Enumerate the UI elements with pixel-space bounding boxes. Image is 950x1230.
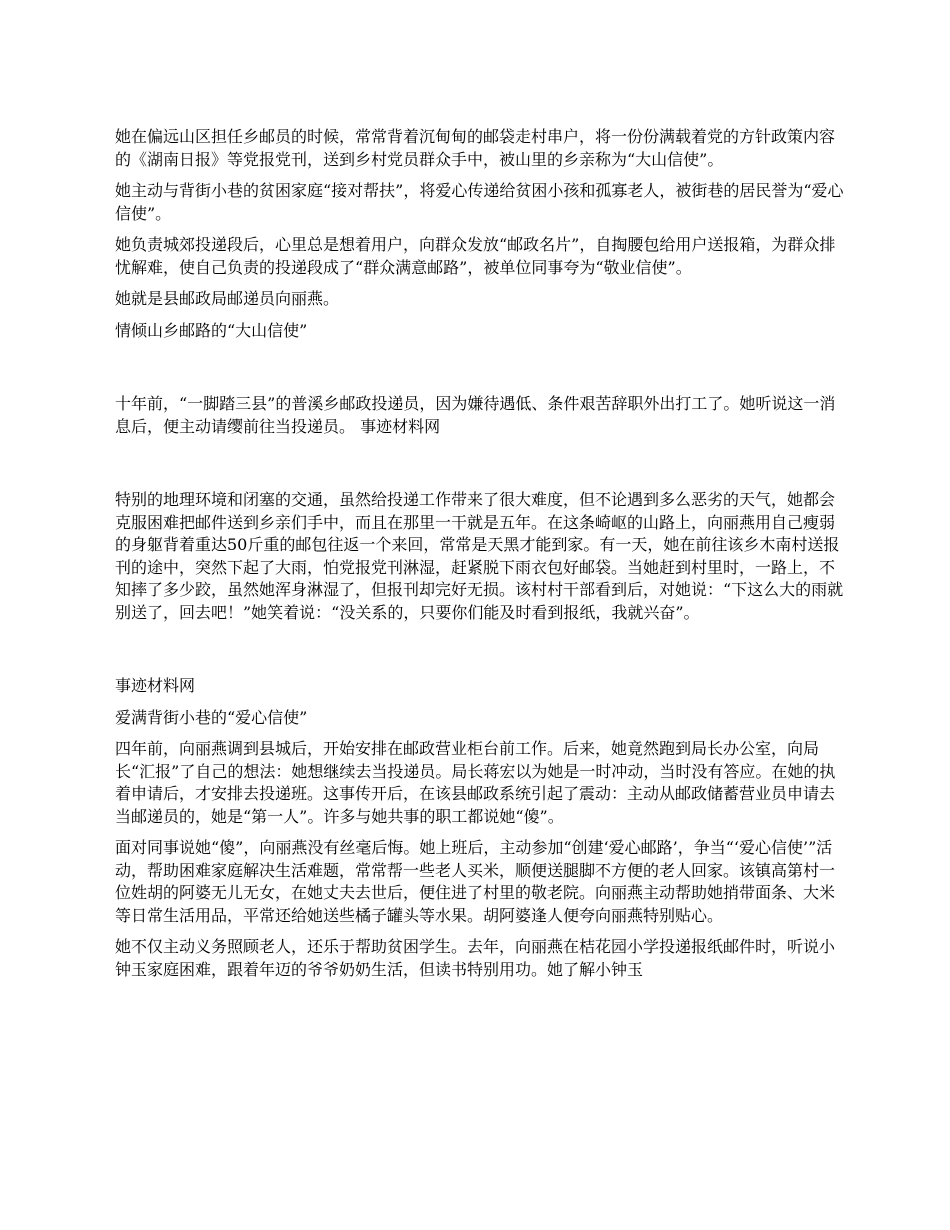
paragraph-intro-mountain: 她在偏远山区担任乡邮员的时候，常常背着沉甸甸的邮袋走村串户，将一份份满载着党的方针政策内容的《湖南日报》等党报党刊，送到乡村党员群众手中，被山里的乡亲称为“大山信使”。 (115, 127, 836, 169)
section-heading-mountain-messenger: 情倾山乡邮路的“大山信使” (115, 320, 308, 340)
paragraph-intro-love: 她主动与背街小巷的贫困家庭“接对帮扶”，将爱心传递给贫困小孩和孤寡老人，被街巷的居民誉为“爱心信使”。 (115, 181, 844, 223)
paragraph-mountain-road: 特别的地理环境和闭塞的交通，虽然给投递工作带来了很大难度，但不论遇到多么恶劣的天气，她都会克服困难把邮件送到乡亲们手中，而且在那里一干就是五年。在这条崎岖的山路上，向丽燕用自己瘦弱的身躯背着重达50斤重的邮包往返一个来回，常常是天黑才能到家。有一天，她在前往该乡木南村送报刊的途中，突然下起了大雨，怕党报党刊淋湿，赶紧脱下雨衣包好邮袋。当她赶到村里时，一路上，不知摔了多少跤，虽然她浑身淋湿了，但报刊却完好无损。该村村干部看到后，对她说：“下这么大的雨就别送了，回去吧！”她笑着说：“没关系的，只要你们能及时看到报纸，我就兴奋”。 (115, 490, 844, 622)
paragraph-ten-years-ago: 十年前，“一脚踏三县”的普溪乡邮政投递员，因为嫌待遇低、条件艰苦辞职外出打工了。她听说这一消息后，便主动请缨前往当投递员。 事迹材料网 (115, 394, 836, 436)
source-label: 事迹材料网 (115, 676, 196, 695)
blank-spacer (115, 351, 845, 393)
document-body (115, 126, 845, 990)
paragraph-helping-elderly: 面对同事说她“傻”，向丽燕没有丝毫后悔。她上班后，主动参加“创建‘爱心邮路’，争当“‘爱心信使’”活动，帮助困难家庭解决生活难题，常常帮一些老人买米，顺便送腿脚不方便的老人回家。该镇高第村一位姓胡的阿婆无儿无女，在她丈夫去世后，便住进了村里的敬老院。向丽燕主动帮助她捎带面条、大米等日常生活用品，平常还给她送些橘子罐头等水果。胡阿婆逢人便夸向丽燕特别贴心。 (115, 838, 836, 925)
paragraph-identity: 她就是县邮政局邮递员向丽燕。 (115, 289, 340, 308)
paragraph-four-years-ago: 四年前，向丽燕调到县城后，开始安排在邮政营业柜台前工作。后来，她竟然跑到局长办公室，向局长“汇报”了自己的想法：她想继续去当投递员。局长蒋宏以为她是一时冲动，当时没有答应。在她的执着申请后，才安排去投递班。这事传开后，在该县邮政系统引起了震动：主动从邮政储蓄营业员申请去当邮递员的，她是“第一人”。许多与她共事的职工都说她“傻”。 (115, 739, 836, 826)
blank-spacer (115, 633, 845, 675)
section-heading-love-messenger: 爱满背街小巷的“爱心信使” (115, 707, 308, 727)
paragraph-helping-students: 她不仅主动义务照顾老人，还乐于帮助贫困学生。去年，向丽燕在桔花园小学投递报纸邮件时，听说小钟玉家庭困难，跟着年迈的爷爷奶奶生活，但读书特别用功。她了解小钟玉 (115, 937, 836, 979)
blank-spacer (115, 447, 845, 489)
paragraph-intro-dedication: 她负责城郊投递段后，心里总是想着用户，向群众发放“邮政名片”，自掏腰包给用户送报箱，为群众排忧解难，使自己负责的投递段成了“群众满意邮路”，被单位同事夸为“敬业信使”。 (115, 235, 836, 277)
